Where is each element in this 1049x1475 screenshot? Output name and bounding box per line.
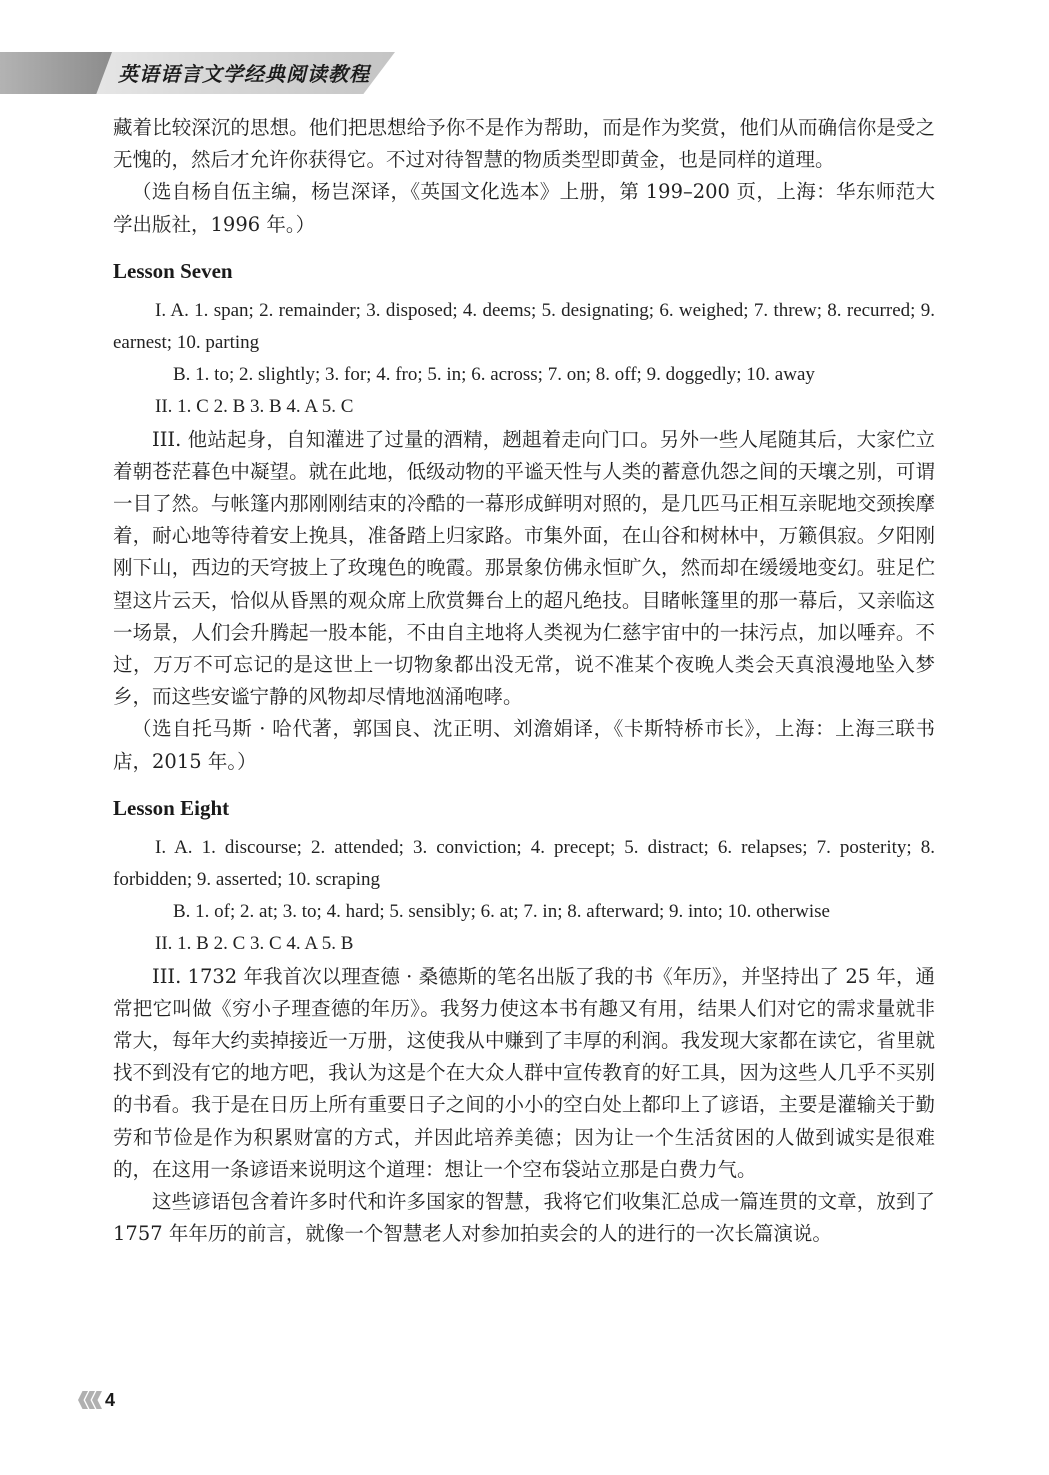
lesson-eight-heading: Lesson Eight <box>113 795 230 820</box>
lesson-seven-exercise-iii: III. 他站起身，自知灌进了过量的酒精，趔趄着走向门口。另外一些人尾随其后，大家伫立着朝苍茫暮色中凝望。就在此地，低级动物的平谧天性与人类的蓄意仇怨之间的天壤之别，可谓一目了然。与帐篷内那刚刚结束的冷酷的一幕形成鲜明对照的，是几匹马正相互亲昵地交颈挨摩着，耐心地等待着安上挽具，准备踏上归家路。市集外面，在山谷和树林中，万籁俱寂。夕阳刚刚下山，西边的天穹披上了玫瑰色的晚霞。那景象仿佛永恒旷久，然而却在缓缓地变幻。驻足伫望这片云天，恰似从昏黑的观众席上欣赏舞台上的超凡绝技。目睹帐篷里的那一幕后，又亲临这一场景，人们会升腾起一股本能，不由自主地将人类视为仁慈宇宙中的一抹污点，加以唾弃。不过，万万不可忘记的是这世上一切物象都出没无常，说不准某个夜晚人类会天真浪漫地坠入梦乡，而这些安谧宁静的风物却尽情地汹涌咆哮。 <box>113 427 935 709</box>
lesson-eight-exercise-ib: B. 1. of; 2. at; 3. to; 4. hard; 5. sensibly; 6. at; 7. in; 8. afterward; 9. into; 10. otherwise <box>173 901 830 923</box>
lesson-seven-source: （选自托马斯 · 哈代著，郭国良、沈正明、刘澹娟译，《卡斯特桥市长》，上海：上海三联书店，2015 年。） <box>113 717 935 773</box>
lesson-eight-exercise-iii-continued: 这些谚语包含着许多时代和许多国家的智慧，我将它们收集汇总成一篇连贯的文章，放到了 1757 年年历的前言，就像一个智慧老人对参加拍卖会的人的进行的一次长篇演说。 <box>113 1190 935 1246</box>
header-band-accent <box>0 52 112 94</box>
source-citation: （选自杨自伍主编，杨岂深译，《英国文化选本》上册，第 199–200 页，上海：华东师范大学出版社，1996 年。） <box>113 180 935 236</box>
page-content <box>113 112 935 1251</box>
lesson-seven-exercise-ii: II. 1. C 2. B 3. B 4. A 5. C <box>155 396 354 418</box>
paragraph-continued: 藏着比较深沉的思想。他们把思想给予你不是作为帮助，而是作为奖赏，他们从而确信你是受之无愧的，然后才允许你获得它。不过对待智慧的物质类型即黄金，也是同样的道理。 <box>113 116 935 172</box>
lesson-eight-exercise-ii: II. 1. B 2. C 3. C 4. A 5. B <box>155 933 354 955</box>
lesson-seven-heading: Lesson Seven <box>113 258 233 283</box>
page-number: 4 <box>105 1389 116 1410</box>
lesson-eight-exercise-iii: III. 1732 年我首次以理查德 · 桑德斯的笔名出版了我的书《年历》，并坚持出了 25 年，通常把它叫做《穷小子理查德的年历》。我努力使这本书有趣又有用，结果人们对它的需求量就非常大，每年大约卖掉接近一万册，这使我从中赚到了丰厚的利润。我发现大家都在读它，省里就找不到没有它的地方吧，我认为这是个在大众人群中宣传教育的好工具，因为这些人几乎不买别的书看。我于是在日历上所有重要日子之间的小小的空白处上都印上了谚语，主要是灌输关于勤劳和节俭是作为积累财富的方式，并因此培养美德；因为让一个生活贫困的人做到诚实是很难的，在这用一条谚语来说明这个道理：想让一个空布袋站立那是白费力气。 <box>113 964 935 1181</box>
page-footer <box>78 1388 115 1412</box>
running-header-title: 英语语言文学经典阅读教程 <box>118 62 370 86</box>
chevron-left-icon <box>78 1391 99 1409</box>
lesson-seven-exercise-ib: B. 1. to; 2. slightly; 3. for; 4. fro; 5. in; 6. across; 7. on; 8. off; 9. doggedly; 10. away <box>173 364 815 386</box>
lesson-eight-exercise-ia: I. A. 1. discourse; 2. attended; 3. conviction; 4. precept; 5. distract; 6. relapses; 7. posterity; 8. forbidden; 9. asserted; 10. scraping <box>113 836 935 891</box>
lesson-seven-exercise-ia: I. A. 1. span; 2. remainder; 3. disposed; 4. deems; 5. designating; 6. weighed; 7. threw; 8. recurred; 9. earnest; 10. parting <box>113 299 935 354</box>
